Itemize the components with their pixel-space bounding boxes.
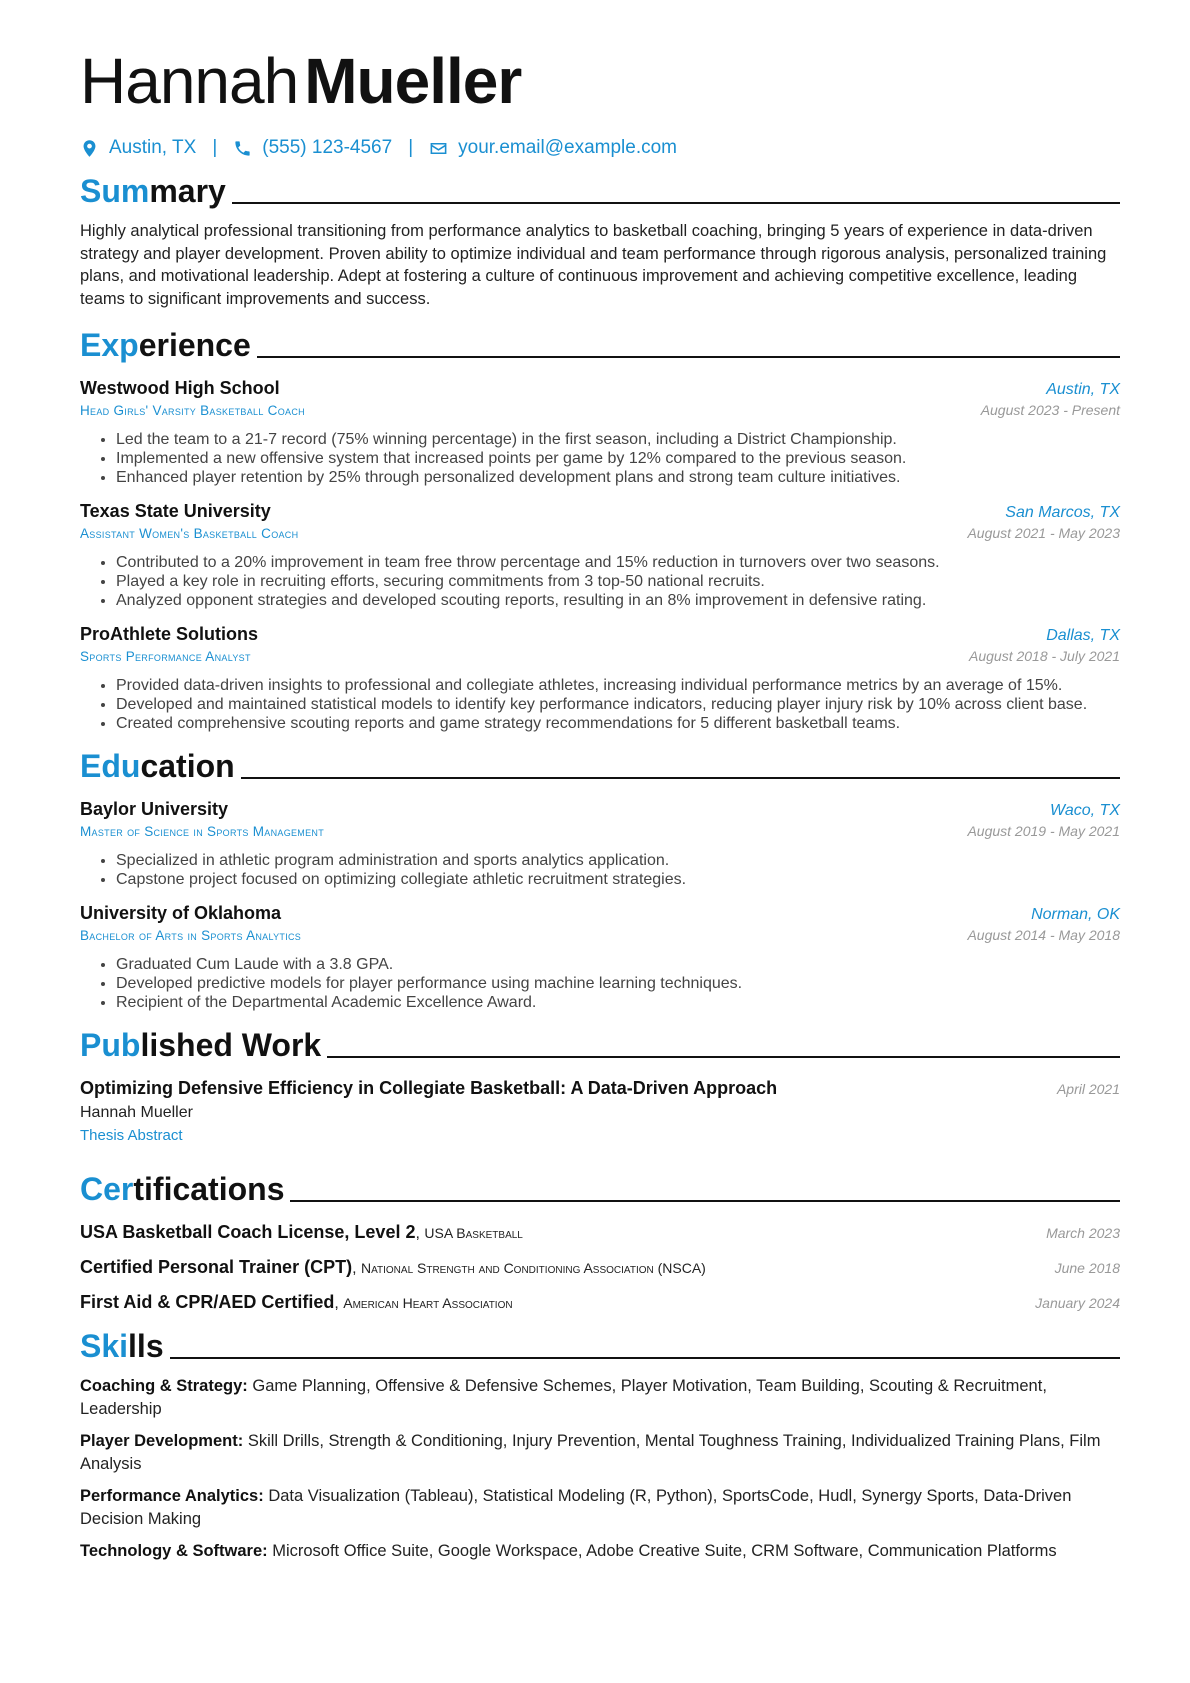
experience-entry — [80, 624, 1120, 733]
bullet-list — [80, 553, 1120, 610]
publication-author: Hannah Mueller — [80, 1104, 193, 1121]
location: Norman, OK — [1031, 906, 1120, 923]
section-title: Published Work — [80, 1027, 322, 1063]
degree: Bachelor of Arts in Sports Analytics — [80, 928, 302, 943]
certification-name: First Aid & CPR/AED Certified — [80, 1292, 335, 1312]
bullet: • Provided data-driven insights to professional and collegiate athletes, increasing individual performance metrics by an average of 15%. — [116, 676, 1120, 695]
last-name: Mueller — [304, 45, 522, 117]
contact-line — [80, 134, 1120, 162]
bullet-list — [80, 430, 1120, 487]
job-title: Sports Performance Analyst — [80, 649, 251, 664]
job-title: Head Girls' Varsity Basketball Coach — [80, 403, 305, 418]
phone-text: (555) 123-4567 — [262, 137, 393, 158]
bullet: • Capstone project focused on optimizing collegiate athletic recruitment strategies. — [116, 870, 1120, 889]
section-rule — [241, 777, 1120, 779]
bullet: • Contributed to a 20% improvement in team free throw percentage and 15% reduction in turnovers over two seasons. — [116, 553, 1120, 572]
email-link: your.email@example.com — [458, 137, 677, 158]
organization: Texas State University — [80, 501, 271, 521]
institution: Baylor University — [80, 799, 229, 819]
bullet-list — [80, 851, 1120, 889]
map-pin-icon — [80, 139, 99, 158]
certification-name: Certified Personal Trainer (CPT) — [80, 1257, 353, 1277]
location-text: Austin, TX — [109, 137, 197, 158]
publication-date: April 2021 — [1056, 1081, 1120, 1097]
location: Austin, TX — [1046, 381, 1120, 398]
institution: University of Oklahoma — [80, 903, 282, 923]
certifications-heading — [80, 1168, 1120, 1208]
bullet: • Implemented a new offensive system that increased points per game by 12% compared to the previous season. — [116, 449, 1120, 468]
skill-items: Microsoft Office Suite, Google Workspace, Adobe Creative Suite, CRM Software, Communication Platforms — [272, 1542, 1057, 1560]
location: Waco, TX — [1050, 802, 1120, 819]
summary-text: Highly analytical professional transitioning from performance analytics to basketball coaching, bringing 5 years of experience in data-driven strategy and player development. Proven ability to optimize individual and team performance through rigorous analysis, personalized training plans, and motivational leadership. Adept at fostering a culture of continuous improvement and achieving competitive excellence, leading teams to significant improvements and success. — [80, 222, 1107, 308]
certification-item: Certified Personal Trainer (CPT), National Strength and Conditioning Association (NSCA) June 2018 — [80, 1257, 1120, 1277]
first-name: Hannah — [80, 45, 299, 117]
section-title: Skills — [80, 1328, 164, 1364]
publication-title: Optimizing Defensive Efficiency in Collegiate Basketball: A Data-Driven Approach — [80, 1078, 778, 1098]
education-entry — [80, 799, 1120, 889]
section-title: Experience — [80, 327, 251, 363]
skill-items: Game Planning, Offensive & Defensive Schemes, Player Motivation, Team Building, Scouting & Recruitment, Leadership — [80, 1377, 1047, 1418]
experience-heading — [80, 324, 1120, 364]
section-rule — [232, 202, 1120, 204]
education-heading — [80, 745, 1120, 785]
section-rule — [327, 1056, 1120, 1058]
skill-items: Data Visualization (Tableau), Statistical Modeling (R, Python), SportsCode, Hudl, Synergy Sports, Data-Driven Decision Making — [80, 1487, 1072, 1528]
bullet: • Enhanced player retention by 25% through personalized development plans and strong team culture initiatives. — [116, 468, 1120, 487]
section-title: Education — [80, 748, 235, 784]
contact-email[interactable] — [429, 137, 677, 159]
certification-issuer: American Heart Association — [343, 1295, 513, 1311]
skill-category: Player Development: — [80, 1432, 244, 1450]
contact-separator: | — [212, 137, 218, 158]
contact-location — [80, 137, 196, 159]
certification-date: January 2024 — [1035, 1295, 1120, 1311]
skill-category: Performance Analytics: — [80, 1487, 264, 1505]
bullet: • Led the team to a 21-7 record (75% winning percentage) in the first season, including a District Championship. — [116, 430, 1120, 449]
bullet-list — [80, 676, 1120, 733]
bullet-list — [80, 955, 1120, 1012]
experience-entry — [80, 378, 1120, 487]
skill-category: Technology & Software: — [80, 1542, 268, 1560]
skill-group — [80, 1375, 1120, 1420]
contact-separator: | — [408, 137, 414, 158]
skill-items: Skill Drills, Strength & Conditioning, Injury Prevention, Mental Toughness Training, Individualized Training Plans, Film Analysis — [80, 1432, 1101, 1473]
section-title: Summary — [80, 173, 226, 209]
bullet: • Analyzed opponent strategies and developed scouting reports, resulting in an 8% improvement in defensive rating. — [116, 591, 1120, 610]
skill-category: Coaching & Strategy: — [80, 1377, 248, 1395]
organization: ProAthlete Solutions — [80, 624, 259, 644]
location: San Marcos, TX — [1005, 504, 1120, 521]
job-title: Assistant Women's Basketball Coach — [80, 526, 299, 541]
skill-group — [80, 1485, 1120, 1530]
skills-heading — [80, 1325, 1120, 1365]
thesis-abstract-link[interactable]: Thesis Abstract — [80, 1127, 183, 1144]
section-rule — [257, 356, 1120, 358]
education-entry — [80, 903, 1120, 1012]
published-work-heading — [80, 1024, 1120, 1064]
section-rule — [290, 1200, 1120, 1202]
bullet: • Played a key role in recruiting efforts, securing commitments from 3 top-50 national recruits. — [116, 572, 1120, 591]
certification-issuer: USA Basketball — [424, 1225, 523, 1241]
certification-name: USA Basketball Coach License, Level 2 — [80, 1222, 416, 1242]
organization: Westwood High School — [80, 378, 280, 398]
envelope-icon — [429, 139, 448, 158]
certification-issuer: National Strength and Conditioning Association (NSCA) — [360, 1260, 706, 1276]
bullet: • Specialized in athletic program administration and sports analytics application. — [116, 851, 1120, 870]
skill-group — [80, 1540, 1120, 1563]
location: Dallas, TX — [1046, 627, 1120, 644]
certification-item: USA Basketball Coach License, Level 2, USA Basketball March 2023 — [80, 1222, 1120, 1242]
experience-entry — [80, 501, 1120, 610]
bullet: • Developed predictive models for player performance using machine learning techniques. — [116, 974, 1120, 993]
certification-date: June 2018 — [1054, 1260, 1120, 1276]
contact-phone[interactable] — [233, 137, 392, 159]
section-rule — [170, 1357, 1120, 1359]
date-range: August 2014 - May 2018 — [967, 927, 1120, 943]
certification-date: March 2023 — [1046, 1225, 1120, 1241]
bullet: • Graduated Cum Laude with a 3.8 GPA. — [116, 955, 1120, 974]
date-range: August 2019 - May 2021 — [967, 823, 1120, 839]
skill-group — [80, 1430, 1120, 1475]
date-range: August 2018 - July 2021 — [969, 648, 1120, 664]
bullet: • Created comprehensive scouting reports and game strategy recommendations for 5 different basketball teams. — [116, 714, 1120, 733]
bullet: • Recipient of the Departmental Academic Excellence Award. — [116, 993, 1120, 1012]
certification-item: First Aid & CPR/AED Certified, American Heart Association January 2024 — [80, 1292, 1120, 1312]
summary-heading — [80, 170, 1120, 210]
section-title: Certifications — [80, 1171, 285, 1207]
degree: Master of Science in Sports Management — [80, 824, 325, 839]
publication-entry — [80, 1078, 1120, 1144]
bullet: • Developed and maintained statistical models to identify key performance indicators, reducing player injury risk by 10% across client base. — [116, 695, 1120, 714]
phone-icon — [233, 139, 252, 158]
date-range: August 2023 - Present — [980, 402, 1120, 418]
candidate-name — [80, 0, 1120, 122]
date-range: August 2021 - May 2023 — [967, 525, 1120, 541]
